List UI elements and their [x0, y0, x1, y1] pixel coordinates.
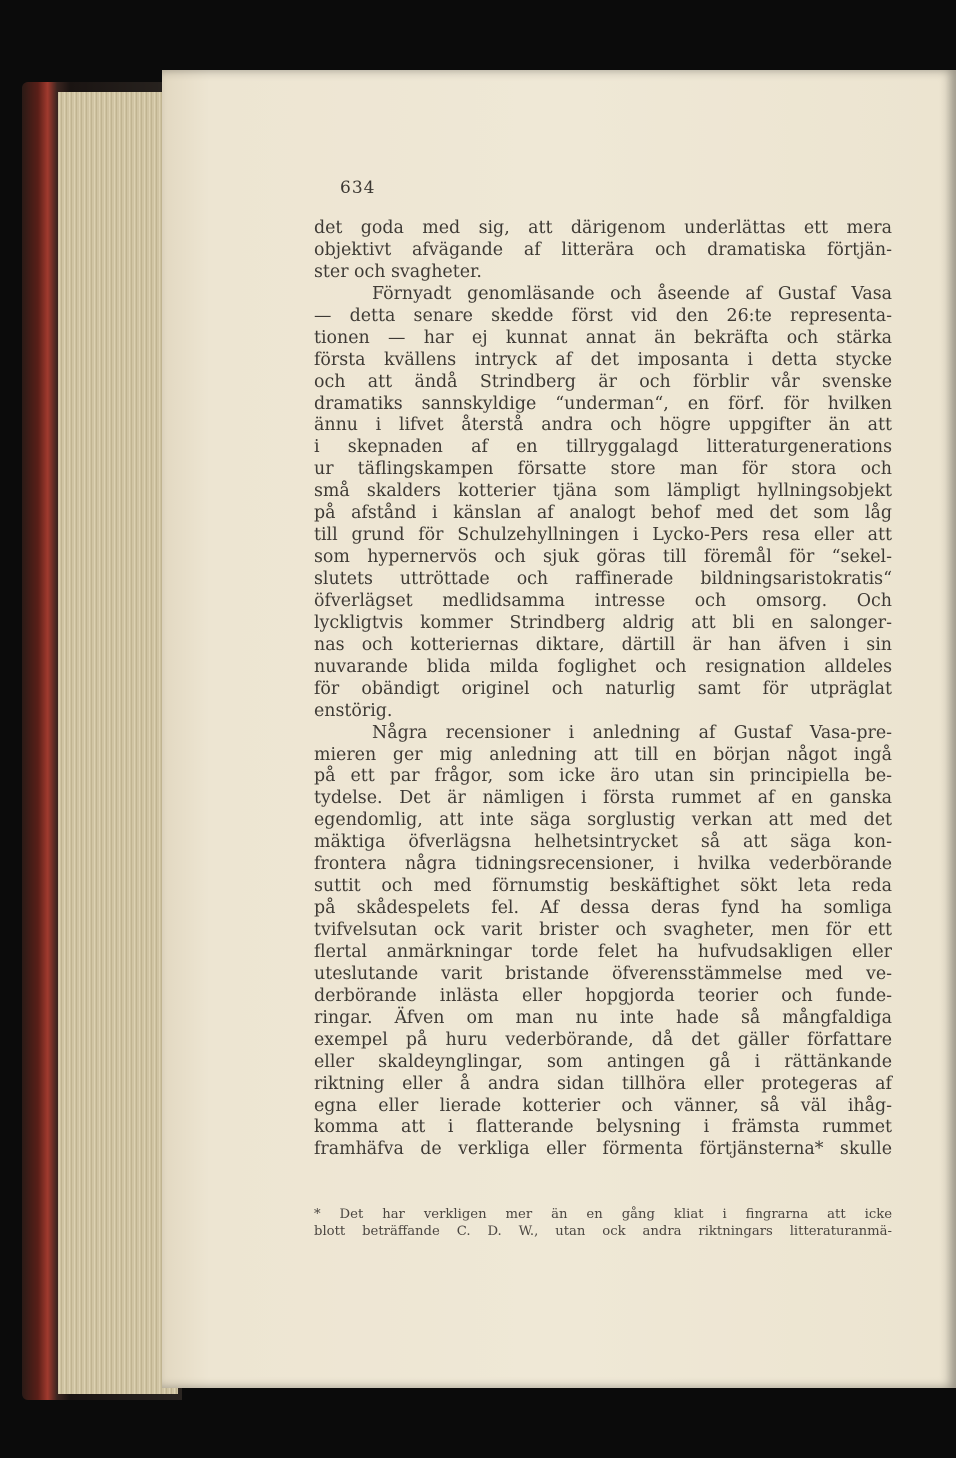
page-number: 634 — [340, 178, 376, 198]
text-line: derbörande inlästa eller hopgjorda teorier och funde- — [314, 985, 892, 1006]
text-line: — detta senare skedde först vid den 26:te representa- — [314, 305, 892, 326]
page-stack-edge — [58, 92, 178, 1394]
text-line: nuvarande blida milda foglighet och resignation alldeles — [314, 656, 892, 677]
text-line: ster och svagheter. — [314, 261, 482, 282]
text-line: frontera några tidningsrecensioner, i hvilka vederbörande — [314, 854, 892, 875]
text-line: dramatiks sannskyldige “underman“, en förf. för hvilken — [314, 393, 892, 414]
text-line: tydelse. Det är nämligen i första rummet af en ganska — [314, 788, 892, 809]
text-line: små skalders kotterier tjäna som lämpligt hyllningsobjekt — [314, 481, 892, 502]
text-line: och att ändå Strindberg är och förblir vår svenske — [314, 371, 892, 392]
text-line: första kvällens intryck af det imposanta i detta stycke — [314, 349, 892, 370]
footnote — [314, 1206, 892, 1240]
footnote-line: * Det har verkligen mer än en gång kliat i fingrarna att icke — [314, 1207, 892, 1222]
text-line: egendomlig, att inte säga sorglustig verkan att med det — [314, 810, 892, 831]
text-line: till grund för Schulzehyllningen i Lycko-Pers resa eller att — [314, 525, 892, 546]
text-line: på skådespelets fel. Af dessa deras fynd ha somliga — [314, 898, 892, 919]
text-line: på afstånd i känslan af analogt behof med det som låg — [314, 503, 892, 524]
text-line: som hypernervös och sjuk göras till föremål för “sekel- — [314, 547, 892, 568]
text-line: uteslutande varit bristande öfverensstämmelse med ve- — [314, 963, 892, 984]
text-line: exempel på huru vederbörande, då det gäller författare — [314, 1029, 892, 1050]
text-line: egna eller lierade kotterier och vänner, så väl ihåg- — [314, 1095, 892, 1116]
text-line: Några recensioner i anledning af Gustaf Vasa-pre- — [372, 722, 892, 743]
text-line: riktning eller å andra sidan tillhöra eller protegeras af — [314, 1073, 892, 1094]
text-line: objektivt afvägande af litterära och dramatiska förtjän- — [314, 239, 892, 260]
text-line: tionen — har ej kunnat annat än bekräfta och stärka — [314, 327, 892, 348]
text-line: för obändigt originel och naturlig samt för utpräglat — [314, 678, 892, 699]
text-line: enstörig. — [314, 700, 393, 721]
text-line: i skepnaden af en tillryggalagd litteraturgenerations — [314, 437, 892, 458]
body-text — [314, 218, 892, 1161]
text-line: nas och kotteriernas diktare, därtill är han äfven i sin — [314, 634, 892, 655]
text-line: lyckligtvis kommer Strindberg aldrig att bli en salonger- — [314, 612, 892, 633]
text-line: slutets uttröttade och raffinerade bildningsaristokratis“ — [314, 569, 892, 589]
text-line: ur täflingskampen försatte store man för stora och — [314, 459, 892, 480]
text-line: mäktiga öfverlägsna helhetsintrycket så att säga kon- — [314, 832, 892, 853]
text-line: ringar. Äfven om man nu inte hade så mångfaldiga — [314, 1007, 892, 1028]
text-line: på ett par frågor, som icke äro utan sin principiella be- — [314, 766, 892, 787]
text-line: eller skaldeynglingar, som antingen gå i rättänkande — [314, 1051, 892, 1072]
text-line: öfverlägset medlidsamma intresse och omsorg. Och — [314, 590, 892, 611]
text-line: ännu i lifvet återstå andra och högre uppgifter än att — [314, 415, 892, 436]
footnote-line: blott beträffande C. D. W., utan ock andra riktningars litteraturanmä- — [314, 1224, 892, 1239]
text-line: tvifvelsutan ock varit brister och svagheter, men för ett — [314, 920, 892, 940]
text-line: Förnyadt genomläsande och åseende af Gustaf Vasa — [372, 283, 892, 304]
text-line: suttit och med förnumstig beskäftighet sökt leta reda — [314, 876, 892, 897]
text-line: mieren ger mig anledning att till en början något ingå — [314, 744, 892, 765]
text-line: komma att i flatterande belysning i främsta rummet — [314, 1117, 892, 1138]
text-line: det goda med sig, att därigenom underlättas ett mera — [314, 218, 892, 238]
text-line: flertal anmärkningar torde felet ha hufvudsakligen eller — [314, 941, 892, 962]
text-line: framhäfva de verkliga eller förmenta förtjänsterna* skulle — [314, 1139, 892, 1160]
